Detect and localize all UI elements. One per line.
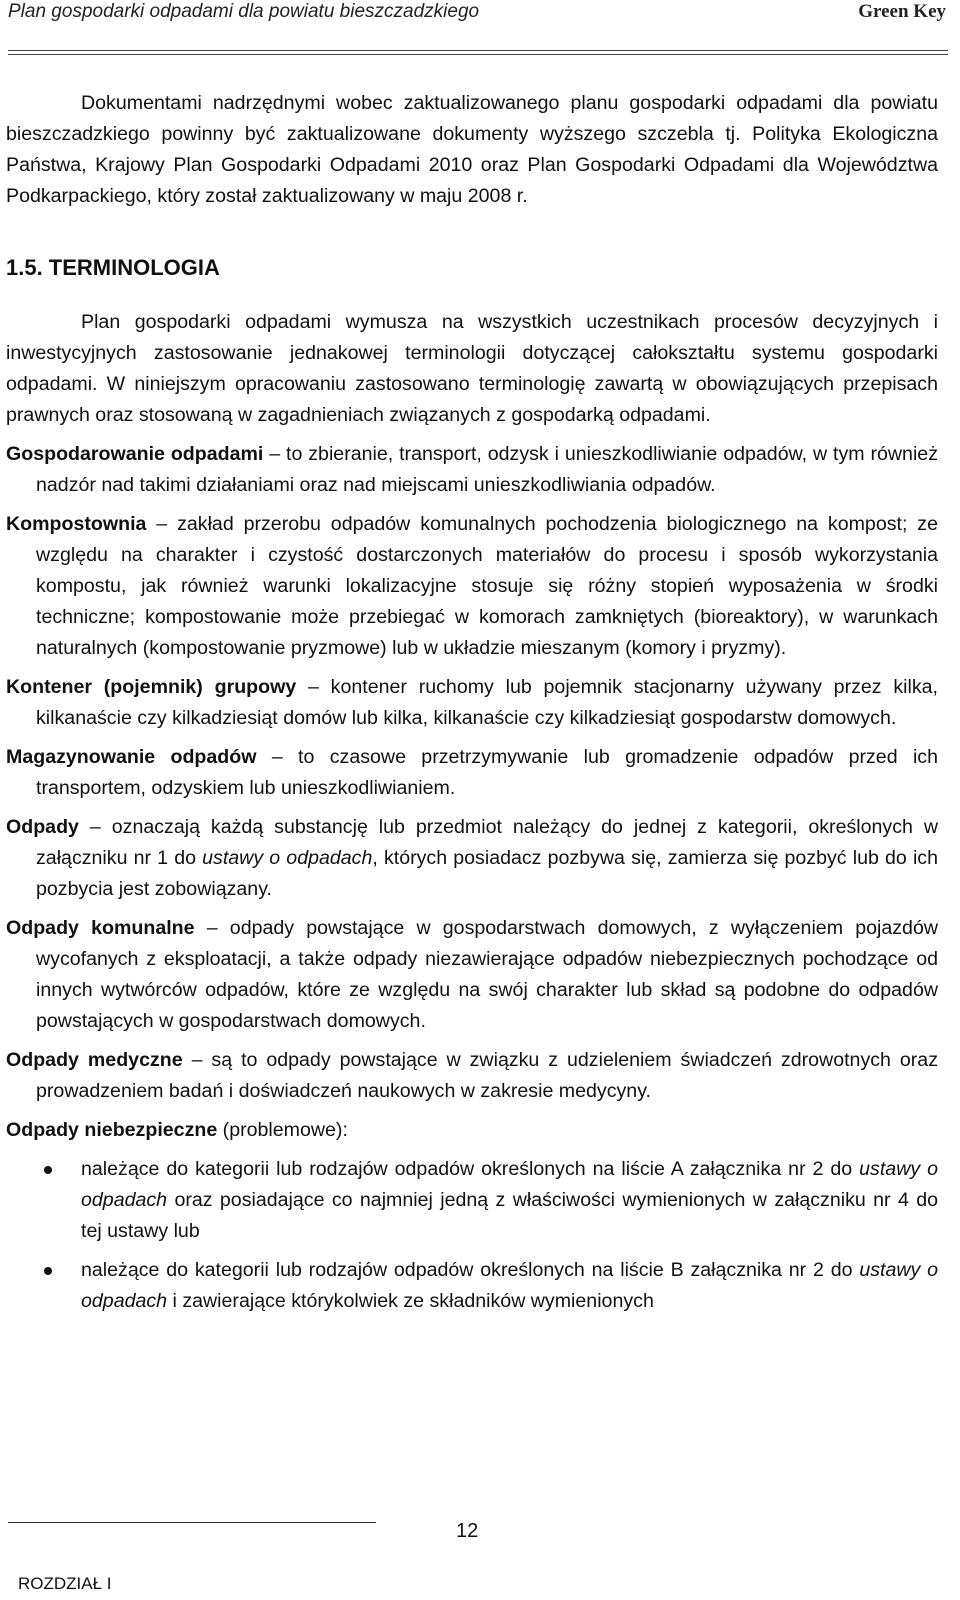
- term-name: Kontener (pojemnik) grupowy: [6, 676, 297, 698]
- term-suffix: (problemowe):: [217, 1119, 348, 1141]
- header-brand: Green Key: [858, 1, 946, 22]
- term-name: Odpady komunalne: [6, 917, 195, 939]
- term-definition: – to zbieranie, transport, odzysk i unieszkodliwianie odpadów, w tym również nadzór nad takimi działaniami oraz nad miejscami unieszkodliwiania odpadów.: [36, 443, 938, 496]
- law-reference: ustawy o odpadach: [202, 847, 373, 869]
- term-definition-part: , których posiadacz pozbywa się, zamierza się pozbyć lub do ich pozbycia jest zobowiązany.: [36, 847, 938, 900]
- term-kontener: [6, 672, 938, 734]
- term-odpady-niebezpieczne: [6, 1115, 938, 1146]
- term-name: Gospodarowanie odpadami: [6, 443, 264, 465]
- term-name: Magazynowanie odpadów: [6, 746, 257, 768]
- term-odpady-medyczne: [6, 1045, 938, 1107]
- intro-paragraph: Dokumentami nadrzędnymi wobec zaktualizowanego planu gospodarki odpadami dla powiatu bieszczadzkiego powinny być zaktualizowane dokumenty wyższego szczebla tj. Polityka Ekologiczna Państwa, Krajowy Plan Gospodarki Odpadami 2010 oraz Plan Gospodarki Odpadami dla Województwa Podkarpackiego, który został zaktualizowany w maju 2008 r.: [6, 92, 938, 207]
- term-kompostownia: [6, 509, 938, 664]
- term-name: Kompostownia: [6, 513, 147, 535]
- term-gospodarowanie: [6, 439, 938, 501]
- term-odpady: [6, 812, 938, 905]
- bullet-text: należące do kategorii lub rodzajów odpadów określonych na liście B załącznika nr 2 do: [81, 1259, 860, 1281]
- header-rule-thin: [8, 54, 948, 55]
- page-header: [0, 0, 960, 40]
- bullet-text: oraz posiadające co najmniej jedną z właściwości wymienionych w załączniku nr 4 do tej ustawy lub: [81, 1189, 938, 1242]
- term-definition-part: – oznaczają każdą substancję lub przedmiot należący do jednej z kategorii, określonych w załączniku nr 1 do: [36, 816, 938, 869]
- page-number: 12: [456, 1520, 479, 1542]
- term-name: Odpady niebezpieczne: [6, 1119, 218, 1141]
- term-definition: – kontener ruchomy lub pojemnik stacjonarny używany przez kilka, kilkanaście czy kilkadziesiąt domów lub kilka, kilkanaście czy kilkadziesiąt gospodarstw domowych.: [36, 676, 938, 729]
- chapter-label: ROZDZIAŁ I: [18, 1574, 112, 1593]
- law-reference: ustawy o odpadach: [81, 1259, 939, 1312]
- document-body: [6, 88, 938, 1317]
- list-item: [6, 1255, 938, 1317]
- bullet-list: [6, 1154, 938, 1317]
- bullet-text: i zawierające którykolwiek ze składników wymienionych: [167, 1290, 654, 1312]
- footer-rule: [8, 1522, 376, 1523]
- list-item: [6, 1154, 938, 1247]
- header-title: Plan gospodarki odpadami dla powiatu bieszczadzkiego: [8, 1, 480, 22]
- term-name: Odpady medyczne: [6, 1049, 183, 1071]
- term-definition: – to czasowe przetrzymywanie lub gromadzenie odpadów przed ich transportem, odzyskiem lub unieszkodliwianiem.: [36, 746, 938, 799]
- section-intro-paragraph: Plan gospodarki odpadami wymusza na wszystkich uczestnikach procesów decyzyjnych i inwestycyjnych zastosowanie jednakowej terminologii dotyczącej całokształtu systemu gospodarki odpadami. W niniejszym opracowaniu zastosowano terminologię zawartą w obowiązujących przepisach prawnych oraz stosowaną w zagadnieniach związanych z gospodarką odpadami.: [6, 311, 938, 426]
- section-heading: 1.5. TERMINOLOGIA: [6, 255, 220, 280]
- law-reference: ustawy o odpadach: [81, 1158, 938, 1211]
- header-rule: [8, 50, 948, 51]
- term-magazynowanie: [6, 742, 938, 804]
- term-definition: – zakład przerobu odpadów komunalnych pochodzenia biologicznego na kompost; ze względu na charakter i czystość dostarczonych materiałów do procesu i sposób wykorzystania kompostu, jak również warunki lokalizacyjne stosuje się różny stopień wyposażenia w środki techniczne; kompostowanie może przebiegać w komorach zamkniętych (bioreaktory), w warunkach naturalnych (kompostowanie pryzmowe) lub w układzie mieszanym (komory i pryzmy).: [36, 513, 938, 659]
- term-definition: – odpady powstające w gospodarstwach domowych, z wyłączeniem pojazdów wycofanych z eksploatacji, a także odpady niezawierające odpadów niebezpiecznych pochodzące od innych wytwórców odpadów, które ze względu na swój charakter lub skład są podobne do odpadów powstających w gospodarstwach domowych.: [36, 917, 938, 1032]
- term-name: Odpady: [6, 816, 79, 838]
- term-definition: – są to odpady powstające w związku z udzieleniem świadczeń zdrowotnych oraz prowadzeniem badań i doświadczeń naukowych w zakresie medycyny.: [36, 1049, 938, 1102]
- term-odpady-komunalne: [6, 913, 938, 1037]
- bullet-text: należące do kategorii lub rodzajów odpadów określonych na liście A załącznika nr 2 do: [81, 1158, 860, 1180]
